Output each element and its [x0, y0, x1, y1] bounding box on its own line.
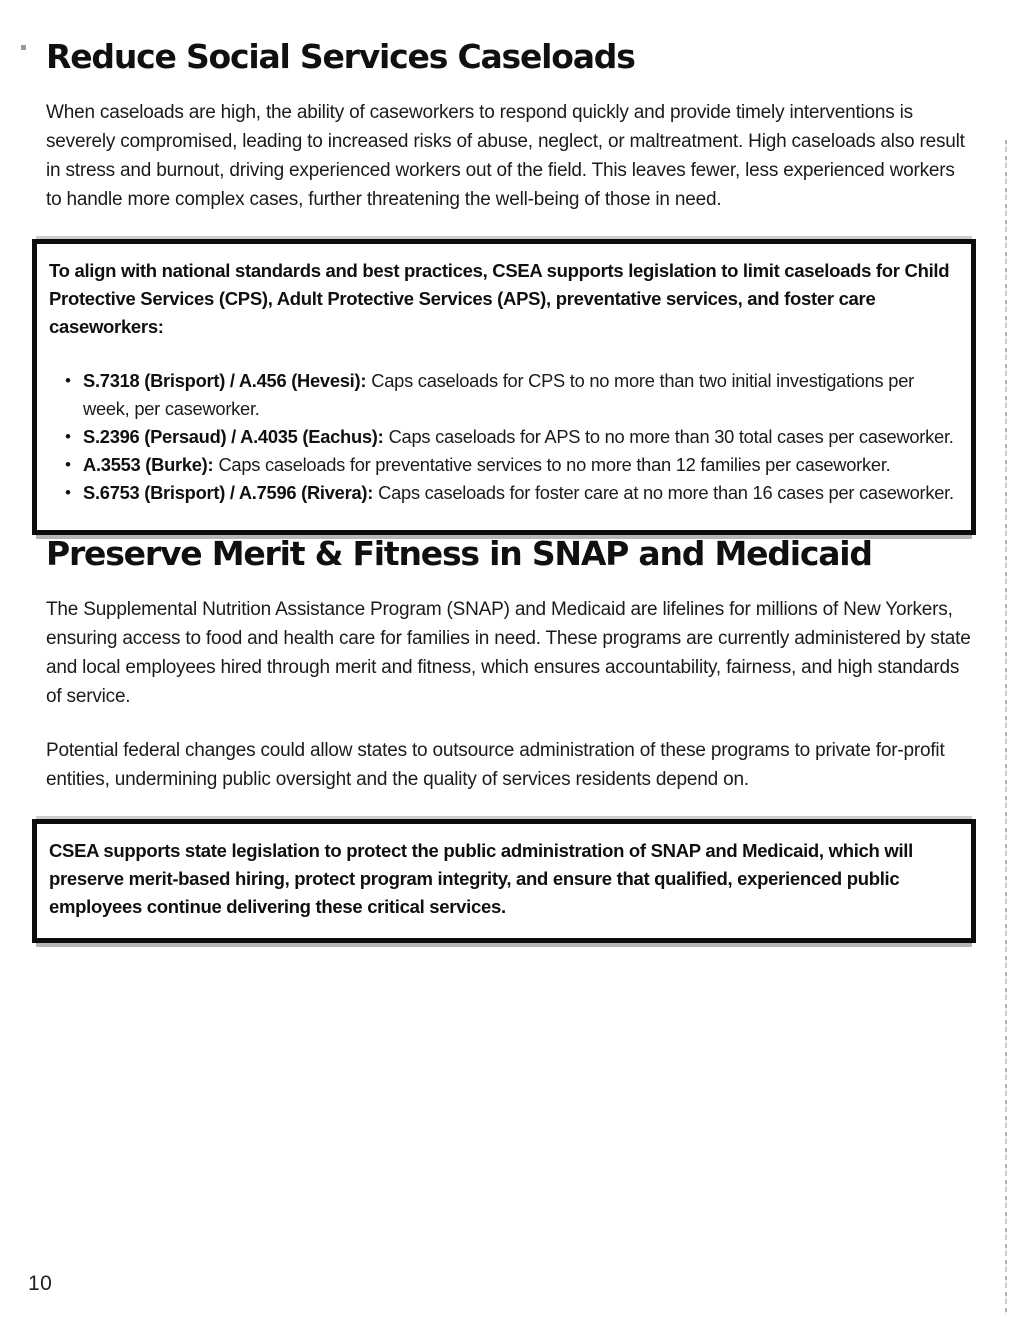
bullet-icon: • [65, 482, 71, 502]
bullet-icon: • [65, 370, 71, 390]
bill-description: Caps caseloads for APS to no more than 30 total cases per caseworker. [388, 425, 954, 447]
caseloads-bill-list [49, 367, 955, 507]
page-content [46, 38, 974, 943]
bullet-icon: • [65, 426, 71, 446]
merit-callout-text: CSEA supports state legislation to protect the public administration of SNAP and Medicaid, which will preserve merit-based hiring, protect program integrity, and ensure that qualified, experienced public employees continue delivering these critical services. [49, 839, 913, 917]
bill-number-label: S.2396 (Persaud) / A.4035 (Eachus): [83, 425, 384, 447]
bill-description: Caps caseloads for CPS to no more than two initial investigations per week, per caseworker. [83, 369, 914, 419]
list-item-bill-foster-care [49, 479, 955, 507]
bill-number-label: A.3553 (Burke): [83, 453, 214, 475]
list-item-bill-cps [49, 367, 955, 423]
merit-paragraph-2: Potential federal changes could allow states to outsource administration of these programs to private for-profit entities, undermining public oversight and the quality of services residents depend on. [46, 739, 945, 790]
caseloads-callout-box [32, 239, 976, 535]
bill-number-label: S.7318 (Brisport) / A.456 (Hevesi): [83, 369, 367, 391]
merit-callout-box [32, 819, 976, 943]
scan-edge-artifact [1005, 140, 1007, 1315]
heading-preserve-merit: Preserve Merit & Fitness in SNAP and Medicaid [46, 533, 872, 573]
merit-paragraph-1: The Supplemental Nutrition Assistance Program (SNAP) and Medicaid are lifelines for millions of New Yorkers, ensuring access to food and health care for families in need. These programs are currently administered by state and local employees hired through merit and fitness, which ensures accountability, fairness, and high standards of service. [46, 598, 971, 707]
bill-description: Caps caseloads for preventative services to no more than 12 families per caseworker. [218, 453, 891, 475]
list-item-bill-aps [49, 423, 955, 451]
bill-number-label: S.6753 (Brisport) / A.7596 (Rivera): [83, 481, 374, 503]
caseloads-intro-paragraph: When caseloads are high, the ability of caseworkers to respond quickly and provide timely interventions is severely compromised, leading to increased risks of abuse, neglect, or maltreatment. High caseloads also result in stress and burnout, driving experienced workers out of the field. This leaves fewer, less experienced workers to handle more complex cases, further threatening the well-being of those in need. [46, 101, 965, 210]
bullet-icon: • [65, 454, 71, 474]
bill-description: Caps caseloads for foster care at no more than 16 cases per caseworker. [378, 481, 954, 503]
page-number: 10 [28, 1272, 53, 1295]
list-item-bill-preventative [49, 451, 955, 479]
heading-reduce-caseloads: Reduce Social Services Caseloads [46, 37, 635, 76]
scan-speck-artifact [21, 45, 26, 50]
caseloads-callout-intro: To align with national standards and best practices, CSEA supports legislation to limit caseloads for Child Protective Services (CPS), Adult Protective Services (APS), preventative services, and foster care caseworkers: [49, 259, 950, 337]
